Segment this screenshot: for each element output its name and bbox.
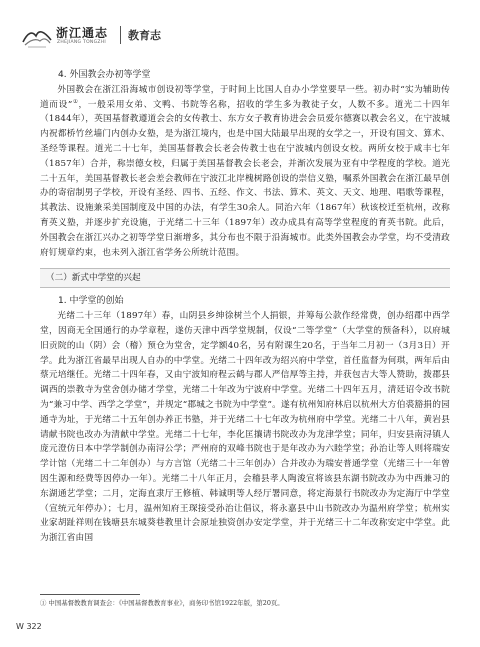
footnote-ref[interactable]: ① bbox=[72, 98, 79, 105]
page-number-value: 322 bbox=[26, 622, 42, 631]
footnote: ① 中国基督教教育调查会：《中国基督教教育事业》，商务印书馆1922年版，第20页。 bbox=[40, 599, 284, 607]
logo-title: 浙江通志 bbox=[56, 26, 109, 40]
mountain-logo-icon bbox=[22, 22, 52, 48]
page-number bbox=[16, 622, 42, 631]
header-divider bbox=[120, 26, 121, 44]
page-header bbox=[22, 20, 458, 56]
footnote-divider bbox=[40, 594, 140, 595]
section-title-box: （二）新式中学堂的兴起 bbox=[40, 268, 450, 288]
page-content bbox=[40, 68, 450, 546]
subsection-heading-1: 1. 中学堂的创始 bbox=[58, 296, 124, 307]
paragraph-foreign-church-schools bbox=[40, 83, 450, 261]
page-marker: W bbox=[16, 622, 24, 631]
book-name: 教育志 bbox=[128, 29, 161, 42]
paragraph-text: ，一般采用女弟、文鸭、书院等名称，招收的学生多为教徒子女，人数不多。道光二十四年（1844年），英国基督教遵道会会的女传教士、东方女子教育协进会会员爱尔德赛以教会名义，在宁波城内祝都桥竹丝墙门内创办女塾，是为浙江境内，也是中国大陆最早出现的女学之一，开设有国文、算术、圣经等课程。道光二十七年，美国基督教会长老会传教士也在宁波城内创设女校。两所女校于咸丰七年（1857年）合并，称崇德女校，归属于美国基督教会长老会，并渐次发展为亚有中学程度的学校。道光二十五年，美国基督教长老会差会教师在宁波江北岸槐树路创设的崇信义塾，嘱系外国教会在浙江最早创办的寄宿制男子学校，开设有圣经、四书、五经、作文、书法、算术、英文、天文、地理、唱歌等课程，其教法、设施兼采美国制度及中国的办法，有学生30余人。同治六年（1867年）秋该校迁至杭州，改称育英义塾，并逐步扩充设施，于光绪二十三年（1897年）改办成具有高等学堂程度的育英书院。此后，外国教会在浙江兴办之初等学堂日渐增多，其分布也不限于沿海城市。此类外国教会办学堂，均不受清政府钉规章约束，也未列入浙江省学务公所统计范围。 bbox=[40, 99, 450, 258]
paragraph-middle-school-origin: 光绪二十三年（1897年）春，山阴县乡绅徐树兰个人捐银，并筹每公款作经常费，创办绍郡中西学堂，因商无全国通行的办学章程，遂仿天津中西学堂规制，仅设“二等学堂”（大学堂的预备科），以府城旧贡院的山（阴）会（稽）预仓为堂舍，定学额40名，另有附课生20名，于当年二月初一（3月3日）开学。此为浙江省最早出现人自办的中学堂。光绪二十四年改为绍兴府中学堂，首任监督为何琪，两年后由蔡元培继任。光绪二十四年春，又由宁波知府程云鹤与郡人严信厚等主持，并获包吉大等人赞助，拨郡县调西的崇教寺为堂舍创办储才学堂，光绪二十年改为宁波府中学堂。光绪二十四年五月，清廷诏令改书院为“兼习中学、西学之学堂”，并规定“郡城之书院为中学堂”。遂有杭州知府林启以杭州大方伯裘豁捐的园通寺为址，于光绪二十五年创办养正书塾，并于光绪二十七年改为杭州府中学堂。光绪二十八年，黄岩县请献书院也改办为清献中学堂。光绪二十七年，李化匡攘请书院改办为龙津学堂；同年，归安县南浔镇人庞元澄仿日本中学学制创办南浔公学；严州府的双峰书院也于是年改办为六睦学堂；孙治让等人则将瑞安学计馆（光绪二十二年创办）与方言馆（光绪二十三年创办）合并改办为瑞安普通学堂（光绪三十一年曾因生源和经费等因停办一年）。光绪二十八年正月，会稽县孝人陶浚宣将该县东湖书院改办为中西兼习的东湖通艺学堂；二月，定海直隶厅王修植、韩诚明等人经厅署同意，将定海景行书院改办为定海厅中学堂（宣统元年停办）；七月，温州知府王琛接受孙治让倡议，将永嘉县中山书院改办为温州府学堂；杭州实业家胡趾祥则在钱塘县东城葵巷教里计会原址独资创办安定学堂，并于光绪三十二年改称安定中学堂。此为浙江省由国 bbox=[40, 311, 450, 544]
logo-subtitle: ZHEJIANG TONGZHI bbox=[57, 40, 107, 45]
paragraph-text: 外国教会在浙江沿海城市创设初等学堂，于时间上比国人自办小学堂要早一些。初办时“实为辅助传道而设” bbox=[40, 84, 450, 110]
subsection-heading-4: 4. 外国教会办初等学堂 bbox=[58, 70, 151, 80]
